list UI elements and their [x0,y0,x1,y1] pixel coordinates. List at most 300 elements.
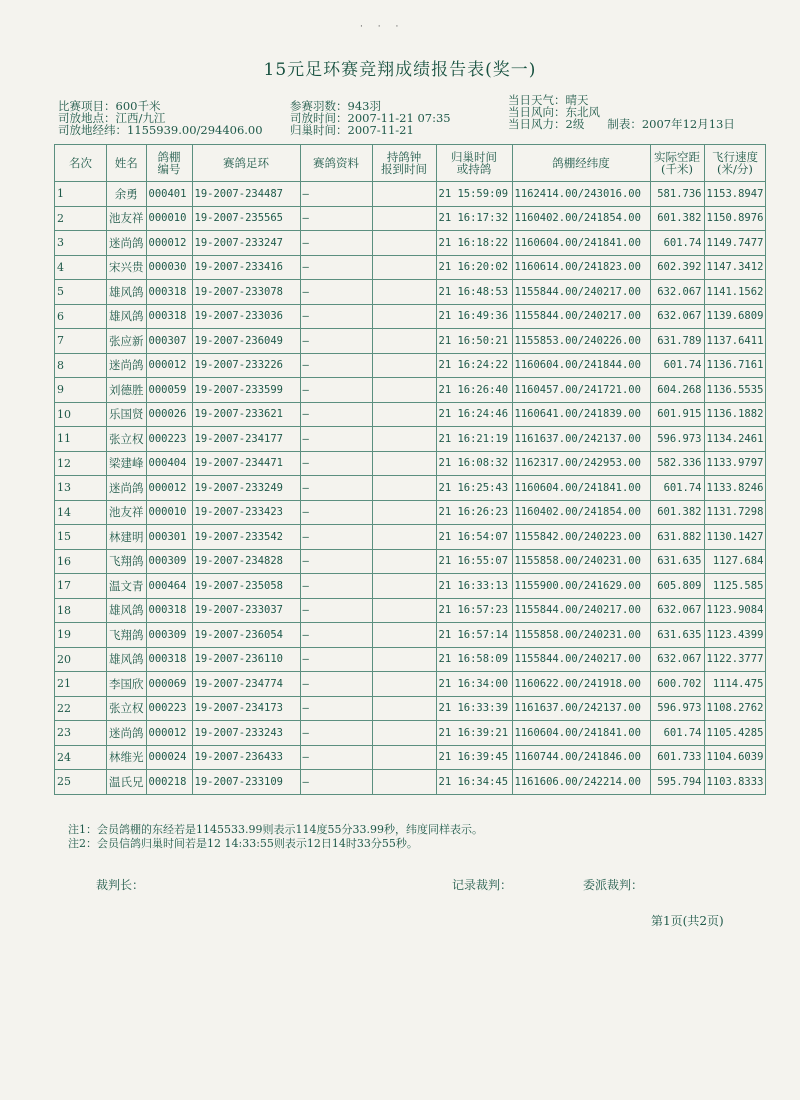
info-release-place: 司放地点：江西/九江 [58,111,166,125]
cell-speed: 1125.585 [704,574,766,599]
table-row [55,255,766,280]
cell-rank: 5 [55,280,107,305]
cell-speed: 1141.1562 [704,280,766,305]
cell-arrive: 21 15:59:09 [436,182,512,207]
header-rank: 名次 [55,145,107,182]
cell-coord: 1160402.00/241854.00 [512,500,650,525]
cell-loft: 000404 [146,451,192,476]
cell-coord: 1155844.00/240217.00 [512,280,650,305]
cell-speed: 1133.8246 [704,476,766,501]
cell-clock [372,280,436,305]
cell-loft: 000024 [146,745,192,770]
cell-rank: 1 [55,182,107,207]
cell-arrive: 21 16:26:40 [436,378,512,403]
cell-arrive: 21 16:24:22 [436,353,512,378]
cell-clock [372,353,436,378]
cell-ring: 19-2007-234487 [192,182,300,207]
cell-coord: 1162414.00/243016.00 [512,182,650,207]
cell-loft: 000059 [146,378,192,403]
race-info-middle [290,100,451,136]
cell-clock [372,255,436,280]
cell-data: — [300,623,372,648]
cell-name: 刘德胜 [107,378,147,403]
cell-speed: 1122.3777 [704,647,766,672]
cell-arrive: 21 16:54:07 [436,525,512,550]
cell-distance: 602.392 [650,255,704,280]
cell-arrive: 21 16:21:19 [436,427,512,452]
cell-clock [372,647,436,672]
cell-data: — [300,280,372,305]
header-name: 姓名 [107,145,147,182]
cell-ring: 19-2007-234173 [192,696,300,721]
cell-coord: 1160604.00/241841.00 [512,476,650,501]
cell-name: 张应新 [107,329,147,354]
cell-data: — [300,574,372,599]
table-row [55,280,766,305]
cell-name: 池友祥 [107,206,147,231]
cell-loft: 000069 [146,672,192,697]
cell-clock [372,525,436,550]
cell-data: — [300,672,372,697]
cell-name: 迷尚鸽 [107,231,147,256]
cell-clock [372,574,436,599]
results-table [54,144,766,795]
cell-speed: 1139.6809 [704,304,766,329]
header-data: 赛鸽资料 [300,145,372,182]
cell-loft: 000309 [146,549,192,574]
cell-loft: 000464 [146,574,192,599]
cell-distance: 631.635 [650,549,704,574]
cell-speed: 1123.9084 [704,598,766,623]
cell-distance: 632.067 [650,280,704,305]
cell-data: — [300,206,372,231]
cell-rank: 21 [55,672,107,697]
cell-data: — [300,770,372,795]
cell-coord: 1160457.00/241721.00 [512,378,650,403]
table-row [55,770,766,795]
cell-loft: 000010 [146,206,192,231]
info-weather: 当日天气：晴天 [508,93,589,107]
table-row [55,451,766,476]
cell-loft: 000318 [146,280,192,305]
table-row [55,745,766,770]
cell-rank: 14 [55,500,107,525]
cell-speed: 1114.475 [704,672,766,697]
cell-distance: 601.74 [650,476,704,501]
cell-rank: 15 [55,525,107,550]
cell-data: — [300,378,372,403]
cell-distance: 601.733 [650,745,704,770]
cell-clock [372,549,436,574]
cell-ring: 19-2007-233423 [192,500,300,525]
cell-rank: 24 [55,745,107,770]
cell-data: — [300,647,372,672]
cell-distance: 601.74 [650,353,704,378]
header-coord: 鸽棚经纬度 [512,145,650,182]
cell-name: 李国欣 [107,672,147,697]
cell-ring: 19-2007-233037 [192,598,300,623]
cell-name: 温氏兄 [107,770,147,795]
cell-coord: 1160614.00/241823.00 [512,255,650,280]
cell-arrive: 21 16:39:21 [436,721,512,746]
cell-speed: 1103.8333 [704,770,766,795]
recorder-judge-label: 记录裁判： [452,878,513,892]
cell-loft: 000318 [146,304,192,329]
cell-name: 雄风鸽 [107,304,147,329]
table-row [55,549,766,574]
table-row [55,525,766,550]
cell-data: — [300,427,372,452]
header-speed: 飞行速度 (米/分) [704,145,766,182]
table-row [55,574,766,599]
info-entries: 参赛羽数：943羽 [290,99,381,113]
cell-ring: 19-2007-233243 [192,721,300,746]
footnote-1: 注1：会员鸽棚的东经若是1145533.99则表示114度55分33.99秒，纬度同样表示。 [68,823,483,836]
cell-coord: 1155900.00/241629.00 [512,574,650,599]
cell-data: — [300,696,372,721]
cell-arrive: 21 16:33:13 [436,574,512,599]
cell-loft: 000223 [146,696,192,721]
cell-clock [372,696,436,721]
cell-data: — [300,182,372,207]
cell-distance: 604.268 [650,378,704,403]
cell-ring: 19-2007-234774 [192,672,300,697]
race-info-left [58,100,263,136]
cell-clock [372,721,436,746]
cell-arrive: 21 16:48:53 [436,280,512,305]
cell-arrive: 21 16:25:43 [436,476,512,501]
cell-clock [372,402,436,427]
cell-distance: 632.067 [650,647,704,672]
table-row [55,378,766,403]
cell-ring: 19-2007-236049 [192,329,300,354]
cell-loft: 000012 [146,231,192,256]
info-wind-direction: 当日风向：东北风 [508,105,600,119]
cell-loft: 000010 [146,500,192,525]
cell-distance: 632.067 [650,598,704,623]
page-number: 第1页(共2页) [651,914,724,928]
cell-speed: 1150.8976 [704,206,766,231]
cell-ring: 19-2007-233226 [192,353,300,378]
cell-ring: 19-2007-233078 [192,280,300,305]
table-row [55,598,766,623]
header-clock: 持鸽钟 报到时间 [372,145,436,182]
cell-name: 飞翔鸽 [107,549,147,574]
cell-name: 温文青 [107,574,147,599]
cell-name: 张立权 [107,696,147,721]
cell-speed: 1149.7477 [704,231,766,256]
cell-rank: 17 [55,574,107,599]
table-row [55,476,766,501]
cell-speed: 1137.6411 [704,329,766,354]
cell-clock [372,476,436,501]
cell-clock [372,451,436,476]
cell-coord: 1155853.00/240226.00 [512,329,650,354]
cell-rank: 18 [55,598,107,623]
cell-loft: 000318 [146,647,192,672]
cell-ring: 19-2007-234177 [192,427,300,452]
footnotes [68,823,483,851]
cell-rank: 22 [55,696,107,721]
table-row [55,647,766,672]
info-release-time: 司放时间：2007-11-21 07:35 [290,111,451,125]
table-row [55,402,766,427]
header-arrive: 归巢时间 或持鸽 [436,145,512,182]
cell-speed: 1153.8947 [704,182,766,207]
cell-speed: 1136.7161 [704,353,766,378]
cell-ring: 19-2007-235565 [192,206,300,231]
cell-speed: 1108.2762 [704,696,766,721]
table-row [55,500,766,525]
cell-coord: 1162317.00/242953.00 [512,451,650,476]
cell-clock [372,598,436,623]
header-ring: 赛鸽足环 [192,145,300,182]
cell-arrive: 21 16:17:32 [436,206,512,231]
cell-arrive: 21 16:58:09 [436,647,512,672]
cell-coord: 1160604.00/241841.00 [512,721,650,746]
cell-distance: 631.635 [650,623,704,648]
cell-loft: 000012 [146,476,192,501]
cell-speed: 1136.1882 [704,402,766,427]
cell-rank: 12 [55,451,107,476]
cell-coord: 1160622.00/241918.00 [512,672,650,697]
cell-rank: 13 [55,476,107,501]
cell-name: 林建明 [107,525,147,550]
cell-arrive: 21 16:33:39 [436,696,512,721]
cell-rank: 19 [55,623,107,648]
cell-ring: 19-2007-233542 [192,525,300,550]
cell-coord: 1160641.00/241839.00 [512,402,650,427]
cell-data: — [300,402,372,427]
footnote-2: 注2：会员信鸽归巢时间若是12 14:33:55则表示12日14时33分55秒。 [68,837,418,850]
cell-data: — [300,598,372,623]
cell-loft: 000026 [146,402,192,427]
cell-distance: 601.74 [650,231,704,256]
cell-data: — [300,231,372,256]
cell-loft: 000301 [146,525,192,550]
cell-clock [372,378,436,403]
cell-loft: 000030 [146,255,192,280]
cell-clock [372,672,436,697]
cell-name: 雄风鸽 [107,598,147,623]
cell-data: — [300,255,372,280]
cell-loft: 000218 [146,770,192,795]
cell-data: — [300,745,372,770]
cell-ring: 19-2007-233109 [192,770,300,795]
cell-arrive: 21 16:49:36 [436,304,512,329]
cell-clock [372,745,436,770]
cell-loft: 000223 [146,427,192,452]
cell-distance: 601.74 [650,721,704,746]
cell-rank: 10 [55,402,107,427]
cell-rank: 8 [55,353,107,378]
cell-name: 池友祥 [107,500,147,525]
cell-speed: 1133.9797 [704,451,766,476]
cell-data: — [300,304,372,329]
cell-loft: 000309 [146,623,192,648]
cell-distance: 605.809 [650,574,704,599]
cell-coord: 1160744.00/241846.00 [512,745,650,770]
cell-name: 迷尚鸽 [107,353,147,378]
table-row [55,329,766,354]
cell-rank: 20 [55,647,107,672]
cell-rank: 23 [55,721,107,746]
cell-ring: 19-2007-233416 [192,255,300,280]
cell-distance: 600.702 [650,672,704,697]
cell-coord: 1155844.00/240217.00 [512,598,650,623]
cell-clock [372,500,436,525]
table-row [55,231,766,256]
cell-rank: 16 [55,549,107,574]
cell-speed: 1104.6039 [704,745,766,770]
cell-data: — [300,329,372,354]
cell-arrive: 21 16:08:32 [436,451,512,476]
cell-coord: 1155844.00/240217.00 [512,647,650,672]
cell-name: 乐国贤 [107,402,147,427]
cell-speed: 1131.7298 [704,500,766,525]
cell-distance: 631.789 [650,329,704,354]
table-row [55,182,766,207]
cell-data: — [300,721,372,746]
cell-name: 迷尚鸽 [107,476,147,501]
cell-arrive: 21 16:18:22 [436,231,512,256]
cell-loft: 000012 [146,721,192,746]
cell-coord: 1160604.00/241841.00 [512,231,650,256]
cell-speed: 1136.5535 [704,378,766,403]
cell-distance: 582.336 [650,451,704,476]
cell-arrive: 21 16:20:02 [436,255,512,280]
table-row [55,672,766,697]
cell-rank: 25 [55,770,107,795]
cell-data: — [300,500,372,525]
cell-rank: 3 [55,231,107,256]
cell-distance: 595.794 [650,770,704,795]
table-header-row [55,145,766,182]
cell-clock [372,304,436,329]
cell-loft: 000012 [146,353,192,378]
cell-speed: 1134.2461 [704,427,766,452]
cell-ring: 19-2007-233247 [192,231,300,256]
cell-name: 飞翔鸽 [107,623,147,648]
cell-distance: 581.736 [650,182,704,207]
cell-ring: 19-2007-233599 [192,378,300,403]
table-row [55,721,766,746]
cell-data: — [300,451,372,476]
cell-arrive: 21 16:55:07 [436,549,512,574]
cell-arrive: 21 16:39:45 [436,745,512,770]
cell-coord: 1155858.00/240231.00 [512,549,650,574]
cell-coord: 1155844.00/240217.00 [512,304,650,329]
table-row [55,304,766,329]
table-row [55,696,766,721]
info-wind-force: 当日风力：2级 制表：2007年12月13日 [508,117,735,131]
scan-specks: · · · [360,22,405,32]
cell-speed: 1105.4285 [704,721,766,746]
cell-ring: 19-2007-234471 [192,451,300,476]
cell-arrive: 21 16:57:23 [436,598,512,623]
cell-data: — [300,353,372,378]
cell-speed: 1147.3412 [704,255,766,280]
cell-coord: 1160604.00/241844.00 [512,353,650,378]
cell-name: 迷尚鸽 [107,721,147,746]
cell-rank: 6 [55,304,107,329]
cell-coord: 1155858.00/240231.00 [512,623,650,648]
cell-distance: 596.973 [650,696,704,721]
cell-clock [372,231,436,256]
cell-loft: 000401 [146,182,192,207]
cell-speed: 1130.1427 [704,525,766,550]
table-row [55,206,766,231]
cell-clock [372,623,436,648]
cell-coord: 1161637.00/242137.00 [512,696,650,721]
cell-ring: 19-2007-236054 [192,623,300,648]
cell-arrive: 21 16:57:14 [436,623,512,648]
info-release-coords: 司放地经纬：1155939.00/294406.00 [58,123,263,137]
cell-distance: 601.915 [650,402,704,427]
cell-arrive: 21 16:26:23 [436,500,512,525]
info-return-time: 归巢时间：2007-11-21 [290,123,414,137]
cell-arrive: 21 16:24:46 [436,402,512,427]
cell-distance: 596.973 [650,427,704,452]
cell-ring: 19-2007-233621 [192,402,300,427]
cell-arrive: 21 16:34:45 [436,770,512,795]
cell-clock [372,770,436,795]
cell-ring: 19-2007-235058 [192,574,300,599]
cell-rank: 11 [55,427,107,452]
cell-loft: 000318 [146,598,192,623]
cell-ring: 19-2007-233036 [192,304,300,329]
cell-rank: 2 [55,206,107,231]
table-row [55,427,766,452]
cell-arrive: 21 16:34:00 [436,672,512,697]
assigned-judge-label: 委派裁判： [583,878,644,892]
cell-name: 林维光 [107,745,147,770]
cell-data: — [300,476,372,501]
report-title: 15元足环赛竞翔成绩报告表(奖一) [263,60,537,80]
cell-rank: 7 [55,329,107,354]
cell-clock [372,427,436,452]
cell-clock [372,182,436,207]
cell-name: 梁建峰 [107,451,147,476]
cell-loft: 000307 [146,329,192,354]
race-info-right [508,94,735,130]
cell-speed: 1123.4399 [704,623,766,648]
cell-rank: 9 [55,378,107,403]
cell-ring: 19-2007-233249 [192,476,300,501]
cell-ring: 19-2007-234828 [192,549,300,574]
cell-arrive: 21 16:50:21 [436,329,512,354]
table-row [55,623,766,648]
cell-speed: 1127.684 [704,549,766,574]
header-loft: 鸽棚 编号 [146,145,192,182]
cell-coord: 1160402.00/241854.00 [512,206,650,231]
cell-distance: 601.382 [650,500,704,525]
cell-data: — [300,549,372,574]
cell-clock [372,206,436,231]
cell-clock [372,329,436,354]
cell-distance: 631.882 [650,525,704,550]
cell-distance: 632.067 [650,304,704,329]
info-event: 比赛项目：600千米 [58,99,161,113]
cell-name: 余勇 [107,182,147,207]
cell-rank: 4 [55,255,107,280]
table-row [55,353,766,378]
cell-name: 雄风鸽 [107,280,147,305]
chief-judge-label: 裁判长： [96,878,145,892]
header-distance: 实际空距 (千米) [650,145,704,182]
cell-name: 雄风鸽 [107,647,147,672]
cell-name: 宋兴贵 [107,255,147,280]
